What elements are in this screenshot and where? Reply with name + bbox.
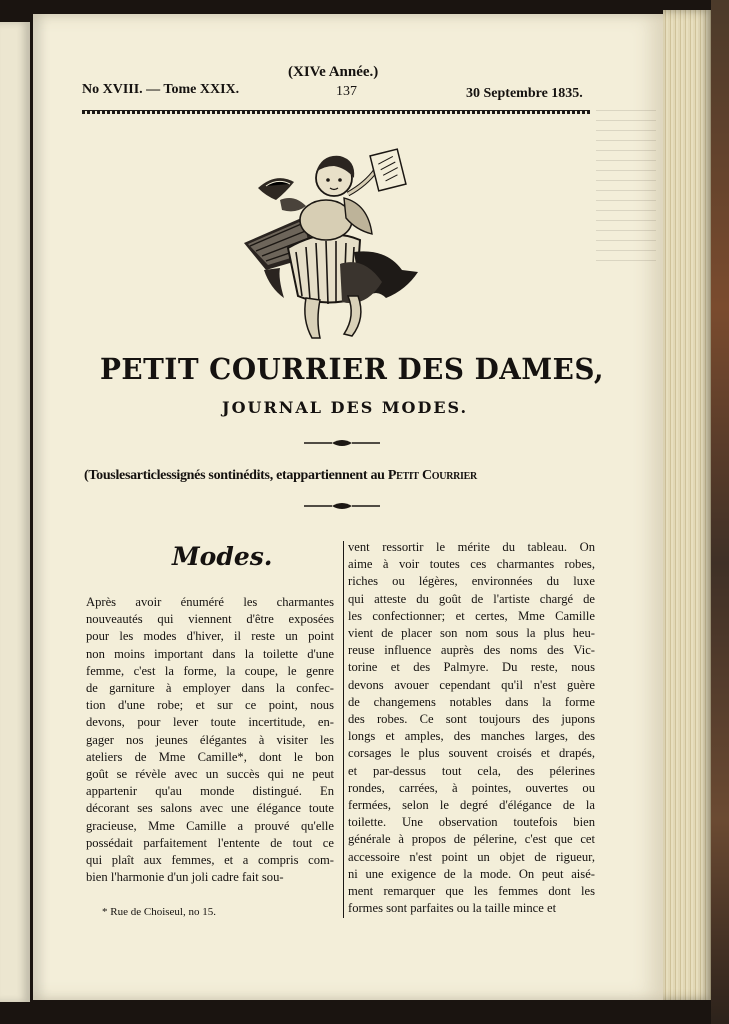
- article-line: vient de placer son nom sous la plus heu-: [348, 626, 595, 641]
- masthead-title: PETIT COURRIER DES DAMES,: [100, 352, 605, 386]
- article-line: ni une exigence de la mode. On peut aisé-: [348, 866, 595, 881]
- page-number: 137: [336, 84, 357, 99]
- article-line: de garniture à employer dans la confec-: [86, 681, 334, 696]
- article-line: tion d'une robe; et sur ce point, nous: [86, 698, 334, 713]
- article-line: décorant ses salons avec une élégance toute: [86, 801, 334, 816]
- article-line: fermées, selon le degré d'élégance de la: [348, 798, 595, 813]
- article-column-left: [86, 594, 334, 886]
- article-line: non moins important dans la toilette d'une: [86, 646, 334, 661]
- article-line: possédait parfaitement l'entente de tout ce: [86, 835, 334, 850]
- article-line: devons avouer cependant qu'il n'est guère: [348, 677, 595, 692]
- article-line: goût se révèle avec un succès qui ne peut: [86, 767, 334, 782]
- article-line: riches ou légères, environnées du luxe: [348, 574, 595, 589]
- article-line: gager nos jeunes élégantes à visiter les: [86, 732, 334, 747]
- article-line: rondes, carrées, à pointes, ouvertes ou: [348, 780, 595, 795]
- footnote: * Rue de Choiseul, no 15.: [102, 906, 216, 918]
- article-line: reuse influence auprès des noms des Vic-: [348, 643, 595, 658]
- article-line: nouveautés qui viennent d'être exposées: [86, 612, 334, 627]
- rights-notice-text: (Touslesarticlessignés sontinédits, etappartiennent au: [84, 468, 388, 483]
- article-line: appartenir qu'au monde distingué. En: [86, 784, 334, 799]
- article-line: aime à voir toutes ces charmantes robes,: [348, 557, 595, 572]
- header-rule: [82, 110, 590, 114]
- article-line: femme, c'est la forme, la coupe, le genre: [86, 663, 334, 678]
- article-line: les confectionner; et certes, Mme Camille: [348, 608, 595, 623]
- article-line: de changemens notables dans la forme: [348, 694, 595, 709]
- article-line: ateliers de Mme Camille*, dont le bon: [86, 749, 334, 764]
- rights-notice-journal: Petit Courrier: [387, 468, 477, 483]
- article-line: et par-dessus tout cela, des pélerines: [348, 763, 595, 778]
- article-line: des robes. Ce sont toujours des jupons: [348, 712, 595, 727]
- issue-number: No XVIII. — Tome XXIX.: [82, 82, 240, 97]
- cherub-with-fan-icon: [236, 148, 422, 344]
- article-line: corsages le plus souvent croisés et drapés,: [348, 746, 595, 761]
- article-line: vent ressortir le mérite du tableau. On: [348, 540, 595, 554]
- column-rule: [343, 541, 344, 918]
- divider-ornament-top: [304, 437, 380, 449]
- masthead-subtitle: JOURNAL DES MODES.: [222, 398, 469, 417]
- article-line: Après avoir énuméré les charmantes: [86, 595, 334, 609]
- article-line: devons, pour lever toute incertitude, en-: [86, 715, 334, 730]
- issue-date: 30 Septembre 1835.: [466, 86, 583, 101]
- article-line: toilette. Une observation toutefois bien: [348, 815, 595, 830]
- article-line: qui atteste du goût de l'artiste chargé de: [348, 591, 595, 606]
- article-line: gracieuse, Mme Camille a prouvé qu'elle: [86, 818, 334, 833]
- article-line: bien l'harmonie d'un joli cadre fait sou-: [86, 870, 284, 885]
- rights-notice: [84, 468, 477, 484]
- article-line: générale à propos de pélerine, c'est que cet: [348, 832, 595, 847]
- divider-ornament-bottom: [304, 500, 380, 512]
- year-label: (XIVe Année.): [288, 64, 379, 80]
- article-line: qui plaît aux femmes, et a compris com-: [86, 853, 334, 868]
- section-title: Modes.: [172, 542, 273, 571]
- article-line: longs et amples, des manches larges, des: [348, 729, 595, 744]
- article-line: ment remarquer que les femmes dont les: [348, 884, 595, 899]
- article-line: formes sont parfaites ou la taille mince et: [348, 901, 557, 916]
- article-line: pour les modes d'hiver, il reste un point: [86, 629, 334, 644]
- article-line: accessoire n'est point un objet de rigueur,: [348, 849, 595, 864]
- article-column-right: [348, 539, 595, 917]
- article-line: torine et des Palmyre. Du reste, nous: [348, 660, 595, 675]
